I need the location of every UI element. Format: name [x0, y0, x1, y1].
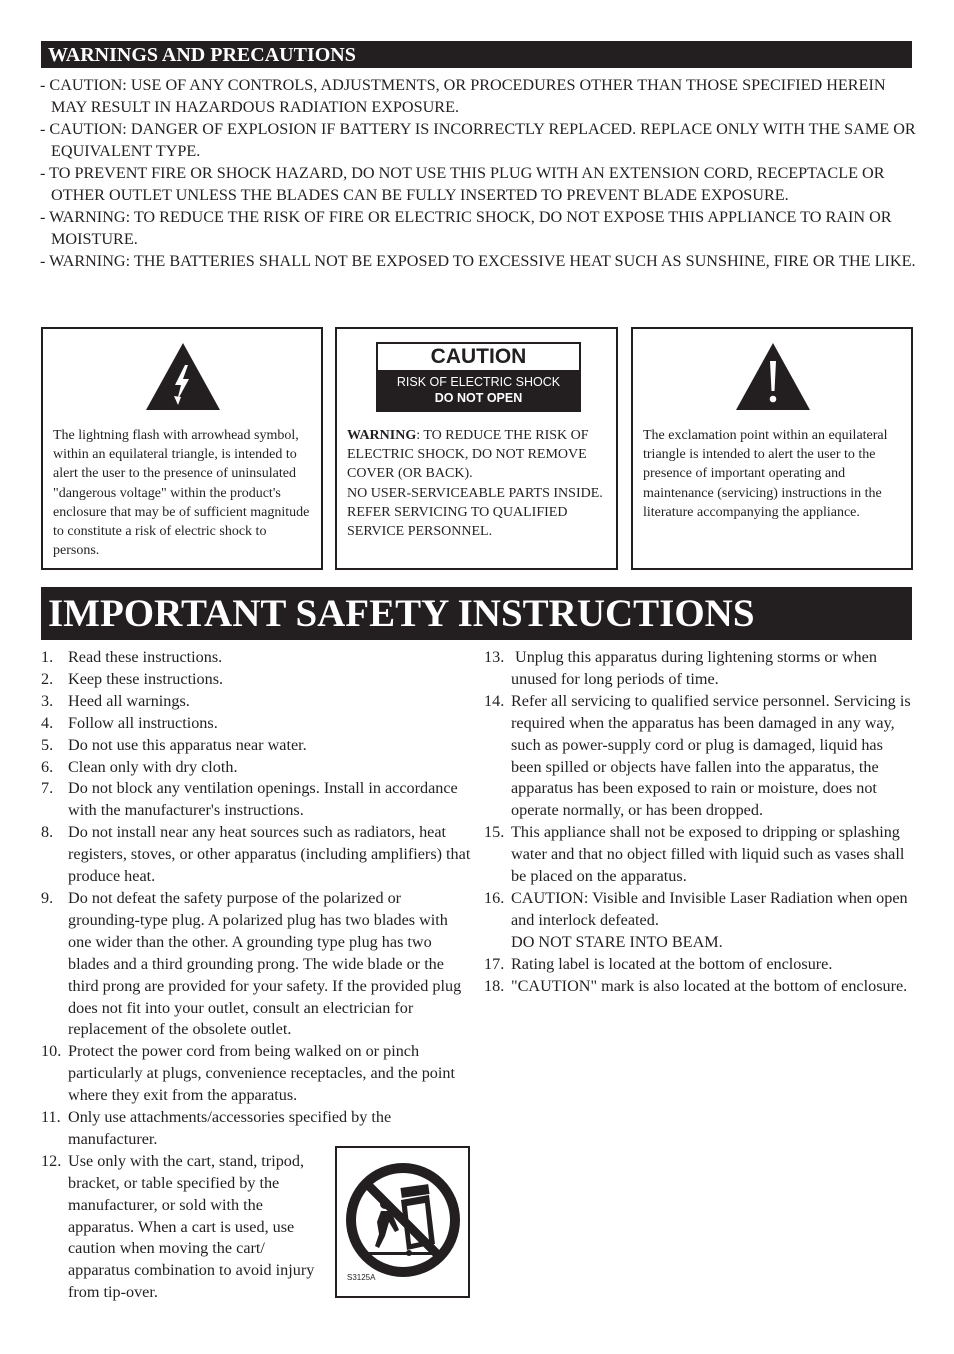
caution-sign-line2: DO NOT OPEN [434, 391, 523, 405]
instruction-text: Do not install near any heat sources such as radiators, heat registers, stoves, or other apparatus (including amplifiers) that produce heat. [68, 823, 471, 886]
instruction-item [484, 691, 916, 822]
lightning-symbol-box [41, 327, 323, 570]
instruction-number: 7. [41, 779, 54, 798]
instruction-item [41, 1041, 471, 1107]
instruction-item [41, 757, 471, 779]
instruction-text: Do not block any ventilation openings. Install in accordance with the manufacturer's instructions. [68, 779, 458, 820]
instruction-text: Read these instructions. [68, 648, 223, 666]
instruction-number: 1. [41, 648, 54, 666]
instruction-number: 8. [41, 823, 54, 842]
caution-sign-title: CAUTION [430, 345, 527, 368]
instruction-number: 14. [484, 691, 505, 710]
instruction-item [484, 822, 916, 888]
instruction-text: CAUTION: Visible and Invisible Laser Radiation when open and interlock defeated. [511, 888, 908, 929]
instruction-text: Clean only with dry cloth. [68, 757, 238, 776]
instruction-text: Follow all instructions. [68, 713, 218, 732]
safety-header: IMPORTANT SAFETY INSTRUCTIONS [48, 592, 755, 635]
instruction-number: 3. [41, 691, 54, 710]
instruction-text: Rating label is located at the bottom of enclosure. [511, 954, 833, 973]
instruction-text: Protect the power cord from being walked on or pinch particularly at plugs, convenience receptacles, and the point where they exit from the apparatus. [68, 1042, 455, 1105]
caution-sign-line1: RISK OF ELECTRIC SHOCK [396, 375, 561, 389]
warnings-header-bar [41, 41, 912, 68]
instruction-text: Keep these instructions. [68, 669, 224, 688]
caution-text-1: : TO REDUCE THE RISK OF ELECTRIC SHOCK, DO NOT REMOVE COVER (OR BACK). [347, 428, 589, 482]
instruction-text: Refer all servicing to qualified service personnel. Servicing is required when the apparatus has been damaged in any way, such as power-supply cord or plug is damaged, liquid has been spilled or objects have fallen into the apparatus, the apparatus has been exposed to rain or moisture, does not operate normally, or has been dropped. [511, 691, 911, 820]
instruction-number: 2. [41, 669, 54, 688]
exclamation-triangle-icon [734, 341, 812, 411]
instructions-column-right [484, 647, 916, 998]
instruction-item [41, 735, 471, 757]
caution-description [347, 426, 610, 541]
instruction-number: 16. [484, 888, 505, 907]
instruction-item [41, 691, 471, 713]
cart-code: S3125A [347, 1273, 376, 1282]
instruction-number: 13. [484, 648, 505, 666]
instruction-text: Heed all warnings. [68, 691, 190, 710]
warning-item: - WARNING: TO REDUCE THE RISK OF FIRE OR ELECTRIC SHOCK, DO NOT EXPOSE THIS APPLIANCE TO RAIN OR MOISTURE. [40, 208, 892, 248]
warnings-header: WARNINGS AND PRECAUTIONS [48, 44, 356, 66]
warning-item: - TO PREVENT FIRE OR SHOCK HAZARD, DO NOT USE THIS PLUG WITH AN EXTENSION CORD, RECEPTACLE OR OTHER OUTLET UNLESS THE BLADES CAN BE FULLY INSERTED TO PREVENT BLADE EXPOSURE. [40, 164, 885, 204]
instruction-number: 5. [41, 735, 54, 754]
warning-item: - CAUTION: DANGER OF EXPLOSION IF BATTERY IS INCORRECTLY REPLACED. REPLACE ONLY WITH THE SAME OR EQUIVALENT TYPE. [40, 120, 916, 160]
instruction-item [41, 713, 471, 735]
instruction-item [484, 888, 916, 954]
instruction-number: 18. [484, 976, 505, 995]
instruction-item [41, 1107, 471, 1151]
caution-box [335, 327, 618, 570]
instruction-item [41, 669, 471, 691]
instruction-text: This appliance shall not be exposed to dripping or splashing water and that no object filled with liquid such as vases shall be placed on the apparatus. [511, 823, 905, 886]
instruction-text: Do not defeat the safety purpose of the polarized or grounding-type plug. A polarized plug has two blades with one wider than the other. A grounding type plug has two blades and a third grounding prong. The wide blade or the third prong are provided for your safety. If the provided plug does not fit into your outlet, consult an electrician for replacement of the obsolete outlet. [68, 888, 462, 1039]
instruction-number: 12. [41, 1151, 62, 1170]
instruction-item [484, 647, 916, 691]
instruction-text: "CAUTION" mark is also located at the bottom of enclosure. [511, 976, 908, 995]
instruction-number: 17. [484, 954, 505, 973]
instruction-text: Unplug this apparatus during lightening storms or when unused for long periods of time. [511, 648, 877, 688]
caution-warning-label: WARNING [347, 428, 417, 443]
safety-header-bar [41, 587, 912, 640]
caution-text-2: NO USER-SERVICEABLE PARTS INSIDE. REFER SERVICING TO QUALIFIED SERVICE PERSONNEL. [347, 485, 603, 540]
instruction-number: 4. [41, 713, 54, 732]
cart-tip-over-icon [345, 1162, 463, 1280]
cart-warning-box [335, 1146, 470, 1298]
caution-sign-subtitle [378, 370, 579, 410]
instruction-item [41, 822, 471, 888]
lightning-description: The lightning flash with arrowhead symbol, within an equilateral triangle, is intended to alert the user to the presence of uninsulated "dangerous voltage" within the product's enclosure that may be of sufficient magnitude to constitute a risk of electric shock to persons. [53, 428, 310, 559]
instruction-text: Do not use this apparatus near water. [68, 735, 307, 754]
instruction-item [41, 888, 471, 1041]
instruction-number: 15. [484, 823, 505, 842]
warnings-list [40, 74, 920, 272]
instruction-number: 10. [41, 1042, 62, 1061]
instruction-item [41, 647, 471, 669]
exclamation-description: The exclamation point within an equilateral triangle is intended to alert the user to the presence of important operating and maintenance (servicing) instructions in the literature accompanying the appliance. [643, 428, 888, 520]
lightning-triangle-icon [144, 341, 222, 411]
instruction-item [484, 976, 916, 998]
exclamation-symbol-box [631, 327, 913, 570]
instruction-number: 11. [41, 1108, 61, 1127]
instruction-item [484, 954, 916, 976]
instruction-text: Only use attachments/accessories specified by the manufacturer. [68, 1108, 392, 1148]
instruction-number: 6. [41, 757, 54, 776]
warning-item: - WARNING: THE BATTERIES SHALL NOT BE EXPOSED TO EXCESSIVE HEAT SUCH AS SUNSHINE, FIRE OR THE LIKE. [40, 252, 916, 270]
instruction-item [41, 778, 471, 822]
warning-item: - CAUTION: USE OF ANY CONTROLS, ADJUSTMENTS, OR PROCEDURES OTHER THAN THOSE SPECIFIED HEREIN MAY RESULT IN HAZARDOUS RADIATION EXPOSURE. [40, 76, 886, 116]
instruction-text-extra: DO NOT STARE INTO BEAM. [511, 932, 723, 951]
instruction-item [41, 1151, 326, 1304]
instruction-number: 9. [41, 888, 54, 907]
instruction-text: Use only with the cart, stand, tripod, bracket, or table specified by the manufacturer, or sold with the apparatus. When a cart is used, use caution when moving the cart/ apparatus combination to avoid injury from tip-over. [68, 1151, 315, 1302]
caution-sign [376, 342, 581, 412]
